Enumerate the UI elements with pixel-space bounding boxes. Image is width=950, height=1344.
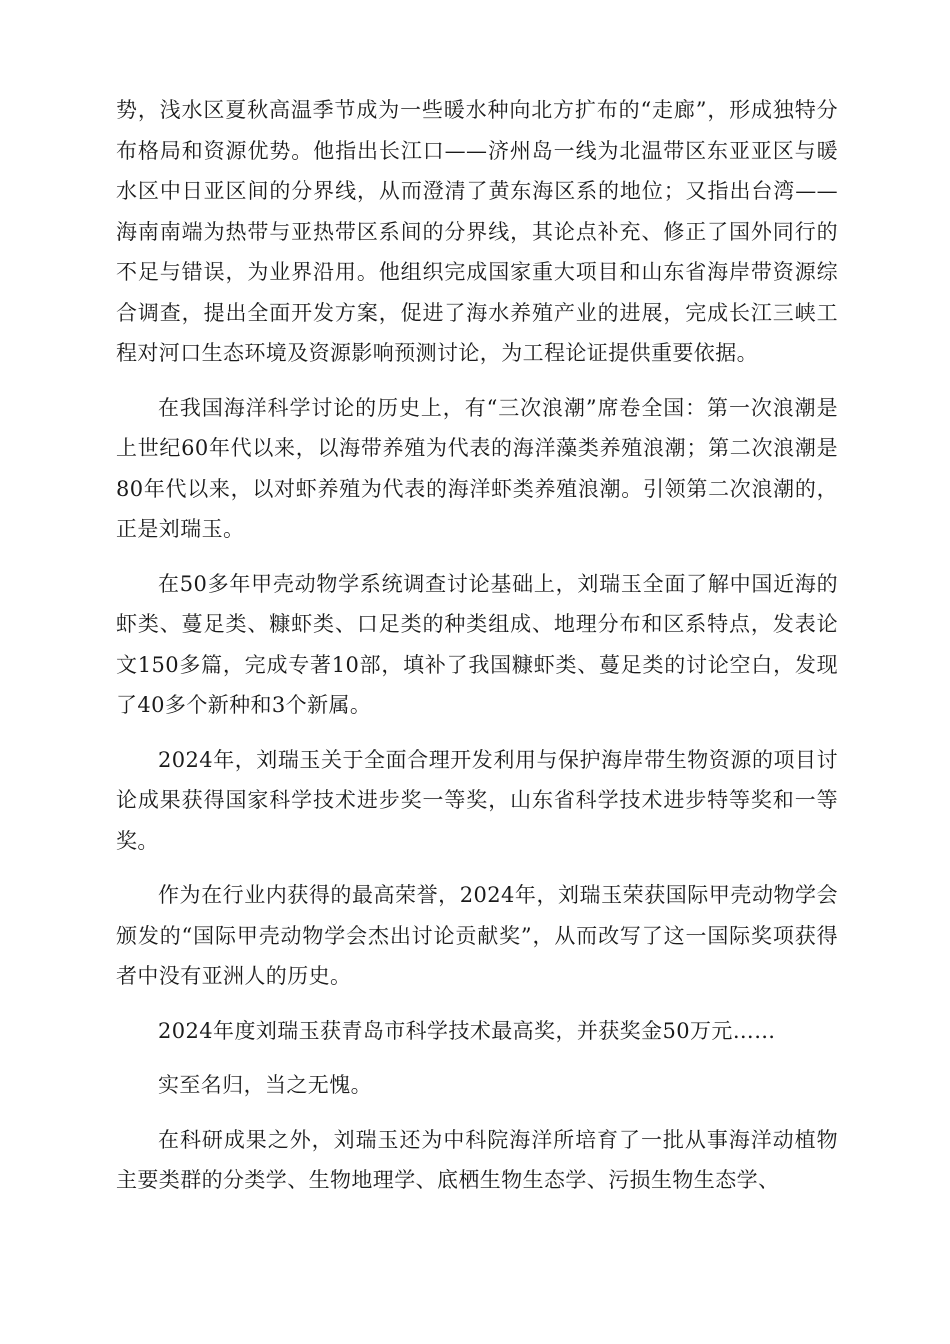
paragraph-crustacean-research: 在50多年甲壳动物学系统调查讨论基础上，刘瑞玉全面了解中国近海的虾类、蔓足类、糠虾类、口足类的种类组成、地理分布和区系特点，发表论文150多篇，完成专著10部，填补了我国糠虾类、蔓足类的讨论空白，发现了40多个新种和3个新属。 xyxy=(116,571,838,717)
paragraph-qingdao-award: 2024年度刘瑞玉获青岛市科学技术最高奖，并获奖金50万元…… xyxy=(158,1018,776,1043)
paragraph-well-deserved: 实至名归，当之无愧。 xyxy=(158,1073,372,1097)
paragraph-national-award: 2024年，刘瑞玉关于全面合理开发利用与保护海岸带生物资源的项目讨论成果获得国家科学技术进步奖一等奖，山东省科学技术进步特等奖和一等奖。 xyxy=(116,747,838,853)
paragraph-three-waves: 在我国海洋科学讨论的历史上，有“三次浪潮”席卷全国：第一次浪潮是上世纪60年代以来，以海带养殖为代表的海洋藻类养殖浪潮；第二次浪潮是80年代以来，以对虾养殖为代表的海洋虾类养殖浪潮。引领第二次浪潮的，正是刘瑞玉。 xyxy=(116,395,838,541)
paragraph-international-award: 作为在行业内获得的最高荣誉，2024年，刘瑞玉荣获国际甲壳动物学会颁发的“国际甲壳动物学会杰出讨论贡献奖”，从而改写了这一国际奖项获得者中没有亚洲人的历史。 xyxy=(116,883,838,988)
body-text xyxy=(116,90,838,1215)
paragraph-talent-training: 在科研成果之外，刘瑞玉还为中科院海洋所培育了一批从事海洋动植物主要类群的分类学、生物地理学、底栖生物生态学、污损生物生态学、 xyxy=(116,1127,838,1192)
paragraph-continuation: 势，浅水区夏秋高温季节成为一些暖水种向北方扩布的“走廊”，形成独特分布格局和资源优势。他指出长江口——济州岛一线为北温带区东亚亚区与暖水区中日亚区间的分界线，从而澄清了黄东海区系的地位；又指出台湾——海南南端为热带与亚热带区系间的分界线，其论点补充、修正了国外同行的不足与错误，为业界沿用。他组织完成国家重大项目和山东省海岸带资源综合调查，提出全面开发方案，促进了海水养殖产业的进展，完成长江三峡工程对河口生态环境及资源影响预测讨论，为工程论证提供重要依据。 xyxy=(116,98,838,365)
